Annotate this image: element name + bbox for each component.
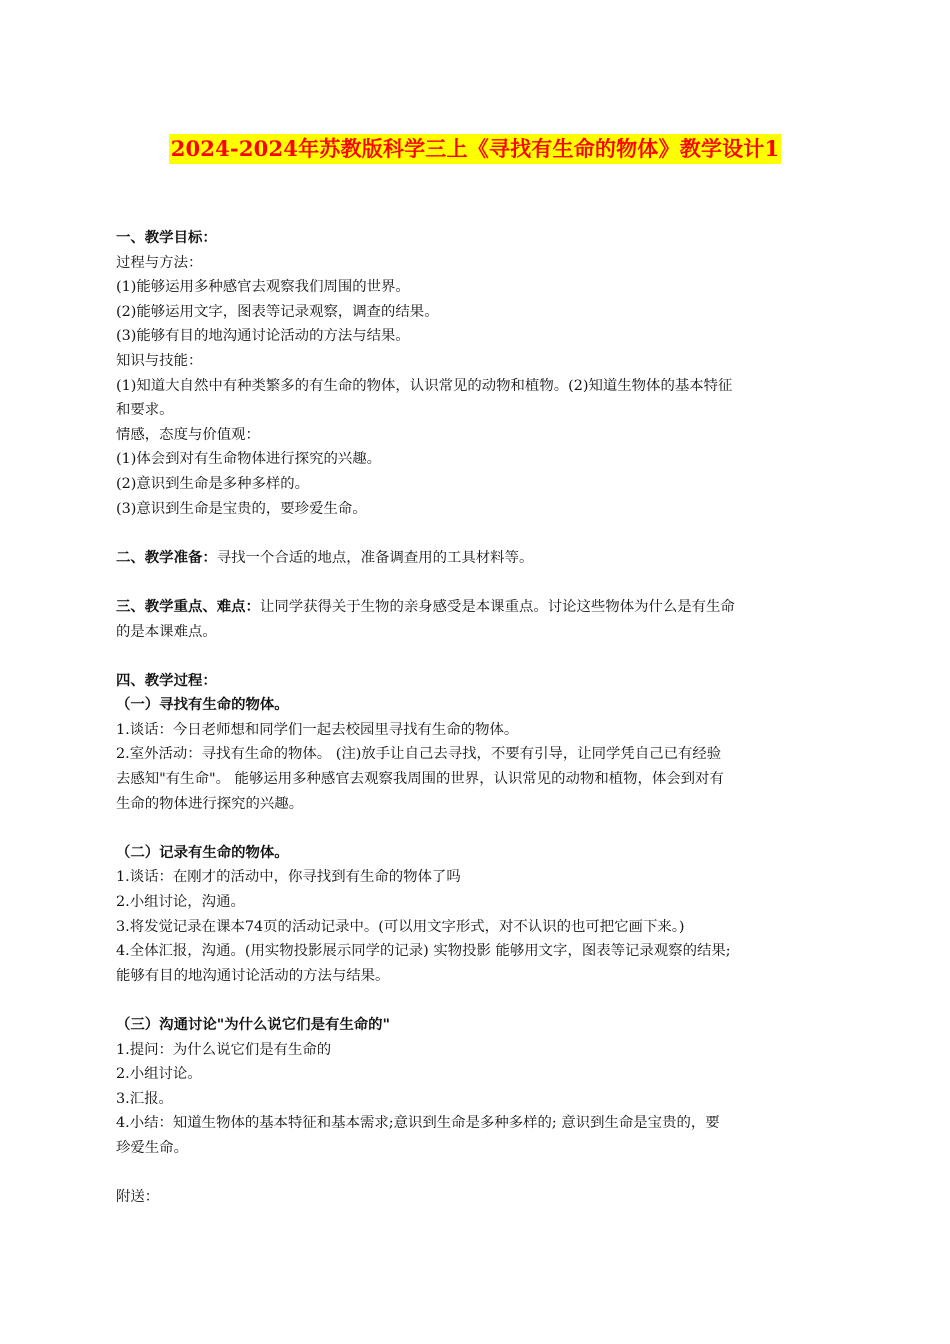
process-line: 2.小组讨论，沟通。 (116, 894, 245, 911)
objective-line: 和要求。 (116, 402, 174, 419)
title-container (0, 134, 950, 164)
section-heading-process: 四、教学过程： (116, 671, 217, 689)
document-body (116, 226, 838, 1210)
process-line: 去感知"有生命"。 能够运用多种感官去观察我周围的世界，认识常见的动物和植物，体会到对有 (116, 771, 724, 788)
appendix-label: 附送： (116, 1189, 160, 1206)
process-part-heading: （二）记录有生命的物体。 (116, 843, 289, 861)
section-heading-objectives: 一、教学目标： (116, 229, 217, 246)
section-heading-preparation: 二、教学准备： (116, 548, 217, 566)
process-line: 1.提问：为什么说它们是有生命的 (116, 1041, 332, 1058)
keypoints-text: 让同学获得关于生物的亲身感受是本课重点。讨论这些物体为什么是有生命 (259, 598, 735, 615)
process-part-heading: （三）沟通讨论"为什么说它们是有生命的" (116, 1016, 391, 1033)
objective-line: (3)能够有目的地沟通讨论活动的方法与结果。 (116, 328, 410, 345)
process-line: 1.谈话：今日老师想和同学们一起去校园里寻找有生命的物体。 (116, 721, 519, 738)
process-line: 2.室外活动：寻找有生命的物体。 (注)放手让自己去寻找，不要有引导，让同学凭自己已有经验 (116, 746, 722, 763)
objective-line: (1)能够运用多种感官去观察我们周围的世界。 (116, 279, 410, 296)
objective-line: (2)能够运用文字，图表等记录观察，调查的结果。 (116, 303, 439, 320)
objective-line: (1)体会到对有生命物体进行探究的兴趣。 (116, 451, 382, 468)
objective-line: 知识与技能： (116, 352, 203, 369)
objective-line: 过程与方法： (116, 254, 203, 271)
process-line: 生命的物体进行探究的兴趣。 (116, 795, 304, 812)
objective-line: (1)知道大自然中有种类繁多的有生命的物体，认识常见的动物和植物。(2)知道生物体的基本特征 (116, 377, 733, 394)
process-line: 4.全体汇报，沟通。(用实物投影展示同学的记录) 实物投影 能够用文字，图表等记录观察的结果; (116, 943, 731, 960)
process-part-heading: （一）寻找有生命的物体。 (116, 696, 289, 714)
keypoints-paragraph (116, 595, 838, 620)
process-line: 4.小结：知道生物体的基本特征和基本需求;意识到生命是多种多样的; 意识到生命是宝贵的，要 (116, 1115, 720, 1132)
section-heading-keypoints: 三、教学重点、难点： (116, 597, 260, 615)
objective-line: (2)意识到生命是多种多样的。 (116, 475, 310, 492)
process-line: 3.汇报。 (116, 1090, 173, 1107)
objective-line: (3)意识到生命是宝贵的，要珍爱生命。 (116, 500, 367, 517)
process-line: 1.谈话：在刚才的活动中，你寻找到有生命的物体了吗 (116, 869, 461, 886)
keypoints-text-continued: 的是本课难点。 (116, 623, 217, 640)
process-line: 2.小组讨论。 (116, 1066, 202, 1083)
preparation-paragraph (116, 546, 838, 571)
process-line: 3.将发觉记录在课本74页的活动记录中。(可以用文字形式，对不认识的也可把它画下来。) (116, 918, 685, 935)
preparation-text: 寻找一个合适的地点，准备调查用的工具材料等。 (216, 549, 534, 566)
process-line: 珍爱生命。 (116, 1139, 188, 1156)
objective-line: 情感，态度与价值观： (116, 426, 260, 443)
document-title: 2024-2024年苏教版科学三上《寻找有生命的物体》教学设计1 (169, 134, 782, 164)
process-line: 能够有目的地沟通讨论活动的方法与结果。 (116, 967, 390, 984)
